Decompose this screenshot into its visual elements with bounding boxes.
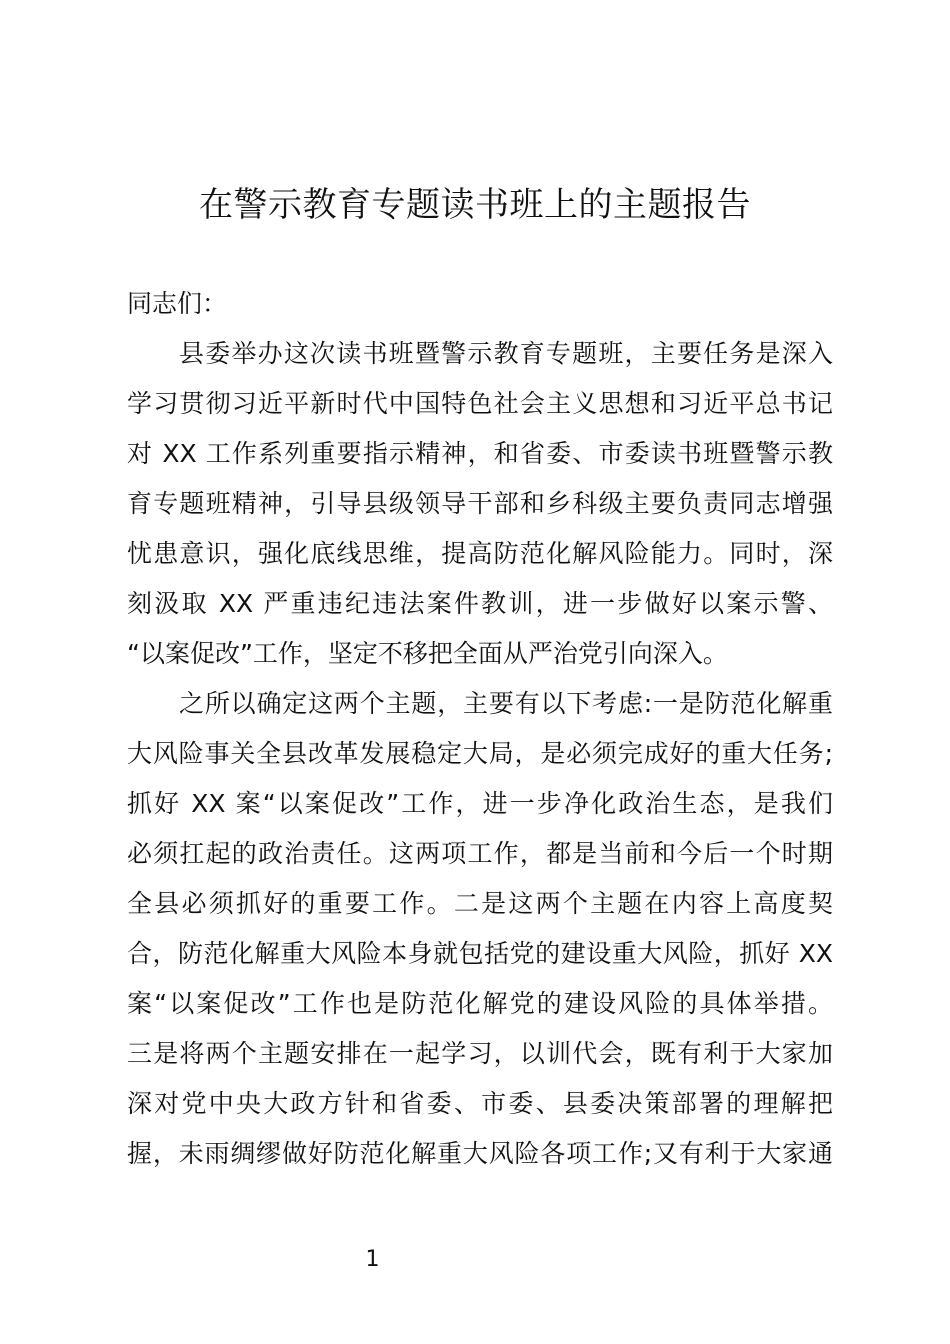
salutation: 同志们：	[127, 289, 228, 318]
paragraph-2-line-10: 握，未雨绸缪做好防范化解重大风险各项工作;又有利于大家通	[127, 1139, 833, 1168]
paragraph-2-line-5: 全县必须抓好的重要工作。二是这两个主题在内容上高度契	[127, 889, 833, 918]
paragraph-1-line-3: 对 XX 工作系列重要指示精神，和省委、市委读书班暨警示教	[127, 439, 833, 468]
paragraph-2-line-3: 抓好 XX 案“以案促改”工作，进一步净化政治生态，是我们	[127, 789, 833, 818]
paragraph-2-line-2: 大风险事关全县改革发展稳定大局，是必须完成好的重大任务;	[127, 739, 833, 768]
paragraph-2-line-4: 必须扛起的政治责任。这两项工作，都是当前和今后一个时期	[127, 839, 833, 868]
paragraph-2-line-7: 案“以案促改”工作也是防范化解党的建设风险的具体举措。	[127, 989, 833, 1018]
paragraph-1-line-6: 刻汲取 XX 严重违纪违法案件教训，进一步做好以案示警、	[127, 589, 833, 618]
paragraph-1-line-1: 县委举办这次读书班暨警示教育专题班，主要任务是深入	[179, 339, 833, 368]
paragraph-2-line-8: 三是将两个主题安排在一起学习，以训代会，既有利于大家加	[127, 1039, 833, 1068]
paragraph-2-line-9: 深对党中央大政方针和省委、市委、县委决策部署的理解把	[127, 1089, 833, 1118]
paragraph-1-line-4: 育专题班精神，引导县级领导干部和乡科级主要负责同志增强	[127, 489, 833, 518]
page-number: 1	[365, 1247, 380, 1272]
paragraph-1-line-7: “以案促改”工作，坚定不移把全面从严治党引向深入。	[127, 639, 728, 668]
document-title: 在警示教育专题读书班上的主题报告	[199, 185, 751, 225]
paragraph-2-line-6: 合，防范化解重大风险本身就包括党的建设重大风险，抓好 XX	[127, 939, 833, 968]
paragraph-2-line-1: 之所以确定这两个主题，主要有以下考虑:一是防范化解重	[179, 689, 833, 718]
paragraph-1-line-5: 忧患意识，强化底线思维，提高防范化解风险能力。同时，深	[127, 539, 833, 568]
paragraph-1-line-2: 学习贯彻习近平新时代中国特色社会主义思想和习近平总书记	[127, 389, 833, 418]
